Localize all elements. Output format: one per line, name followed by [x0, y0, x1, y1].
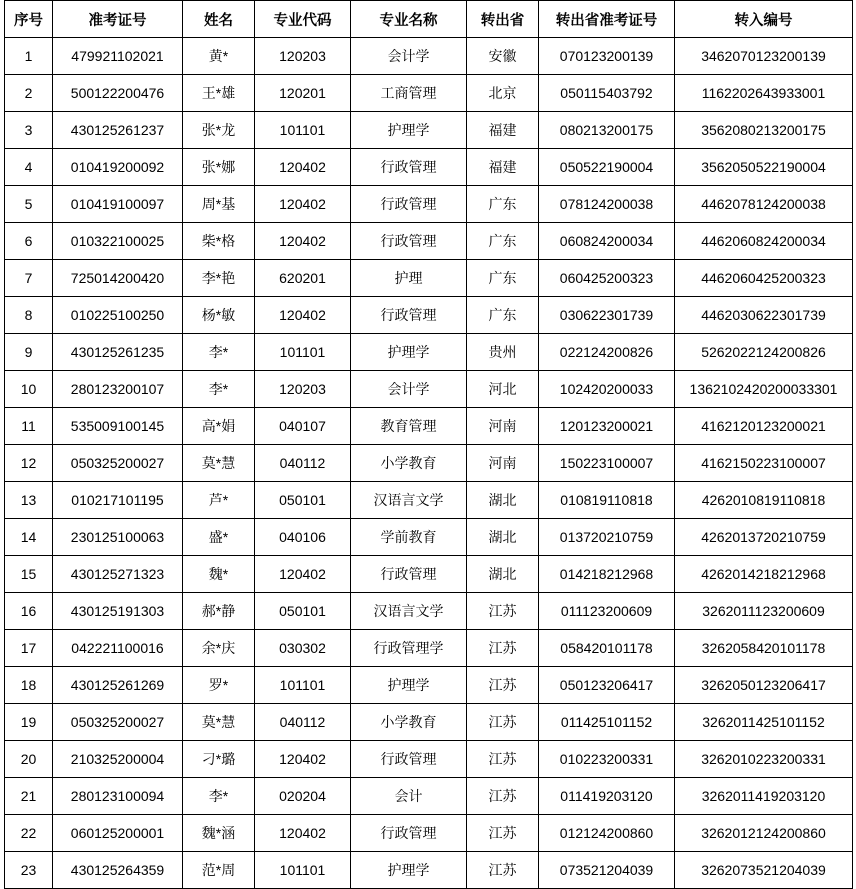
cell-major-code: 120201 — [255, 75, 351, 112]
cell-origin-exam-id: 050123206417 — [539, 667, 675, 704]
cell-origin-province: 江苏 — [467, 630, 539, 667]
cell-index: 18 — [5, 667, 53, 704]
cell-index: 12 — [5, 445, 53, 482]
table-row — [5, 334, 853, 371]
cell-origin-province: 安徽 — [467, 38, 539, 75]
cell-exam-id: 010419200092 — [53, 149, 183, 186]
cell-origin-exam-id: 080213200175 — [539, 112, 675, 149]
cell-name: 余*庆 — [183, 630, 255, 667]
cell-exam-id: 060125200001 — [53, 815, 183, 852]
cell-origin-province: 湖北 — [467, 519, 539, 556]
cell-origin-exam-id: 050115403792 — [539, 75, 675, 112]
cell-major-code: 120402 — [255, 815, 351, 852]
column-header-origin-province: 转出省 — [467, 1, 539, 38]
cell-index: 8 — [5, 297, 53, 334]
cell-name: 刁*璐 — [183, 741, 255, 778]
cell-origin-province: 福建 — [467, 112, 539, 149]
table-header-row — [5, 1, 853, 38]
cell-name: 李* — [183, 371, 255, 408]
cell-origin-province: 湖北 — [467, 556, 539, 593]
cell-major-code: 101101 — [255, 334, 351, 371]
table-row — [5, 223, 853, 260]
cell-origin-province: 江苏 — [467, 852, 539, 889]
cell-origin-exam-id: 120123200021 — [539, 408, 675, 445]
cell-major-name: 工商管理 — [351, 75, 467, 112]
cell-major-code: 030302 — [255, 630, 351, 667]
cell-transfer-id: 1362102420200033301 — [675, 371, 853, 408]
cell-major-code: 101101 — [255, 667, 351, 704]
cell-transfer-id: 3262011123200609 — [675, 593, 853, 630]
cell-origin-exam-id: 022124200826 — [539, 334, 675, 371]
cell-index: 23 — [5, 852, 53, 889]
cell-name: 莫*慧 — [183, 704, 255, 741]
cell-major-code: 040112 — [255, 445, 351, 482]
cell-major-name: 行政管理 — [351, 741, 467, 778]
table-row — [5, 667, 853, 704]
table-row — [5, 186, 853, 223]
cell-index: 22 — [5, 815, 53, 852]
table-row — [5, 778, 853, 815]
cell-exam-id: 725014200420 — [53, 260, 183, 297]
cell-name: 李* — [183, 778, 255, 815]
cell-name: 王*雄 — [183, 75, 255, 112]
column-header-exam-id: 准考证号 — [53, 1, 183, 38]
cell-transfer-id: 4262010819110818 — [675, 482, 853, 519]
table-row — [5, 815, 853, 852]
column-header-major-code: 专业代码 — [255, 1, 351, 38]
cell-transfer-id: 4462060824200034 — [675, 223, 853, 260]
cell-origin-exam-id: 150223100007 — [539, 445, 675, 482]
cell-transfer-id: 1162202643933001 — [675, 75, 853, 112]
cell-origin-exam-id: 073521204039 — [539, 852, 675, 889]
cell-transfer-id: 3262010223200331 — [675, 741, 853, 778]
cell-major-name: 小学教育 — [351, 704, 467, 741]
cell-origin-exam-id: 014218212968 — [539, 556, 675, 593]
cell-origin-exam-id: 013720210759 — [539, 519, 675, 556]
cell-origin-exam-id: 030622301739 — [539, 297, 675, 334]
table-row — [5, 371, 853, 408]
cell-major-code: 101101 — [255, 112, 351, 149]
cell-index: 5 — [5, 186, 53, 223]
cell-transfer-id: 4462030622301739 — [675, 297, 853, 334]
cell-origin-province: 江苏 — [467, 667, 539, 704]
cell-origin-province: 贵州 — [467, 334, 539, 371]
table-row — [5, 297, 853, 334]
cell-origin-exam-id: 078124200038 — [539, 186, 675, 223]
cell-origin-province: 江苏 — [467, 704, 539, 741]
cell-transfer-id: 4162150223100007 — [675, 445, 853, 482]
cell-transfer-id: 3262011419203120 — [675, 778, 853, 815]
cell-transfer-id: 3262073521204039 — [675, 852, 853, 889]
cell-origin-province: 江苏 — [467, 778, 539, 815]
table-row — [5, 630, 853, 667]
cell-transfer-id: 3262058420101178 — [675, 630, 853, 667]
table-row — [5, 149, 853, 186]
table-header — [5, 1, 853, 38]
table-row — [5, 38, 853, 75]
cell-origin-exam-id: 102420200033 — [539, 371, 675, 408]
cell-origin-province: 广东 — [467, 223, 539, 260]
cell-index: 17 — [5, 630, 53, 667]
cell-transfer-id: 3262011425101152 — [675, 704, 853, 741]
cell-transfer-id: 4462078124200038 — [675, 186, 853, 223]
cell-major-name: 行政管理 — [351, 186, 467, 223]
cell-major-name: 汉语言文学 — [351, 482, 467, 519]
cell-exam-id: 042221100016 — [53, 630, 183, 667]
cell-major-name: 行政管理 — [351, 297, 467, 334]
cell-name: 芦* — [183, 482, 255, 519]
cell-major-code: 040107 — [255, 408, 351, 445]
cell-origin-exam-id: 058420101178 — [539, 630, 675, 667]
table-row — [5, 741, 853, 778]
cell-name: 张*娜 — [183, 149, 255, 186]
table-row — [5, 519, 853, 556]
cell-origin-exam-id: 060425200323 — [539, 260, 675, 297]
cell-major-name: 护理学 — [351, 852, 467, 889]
table-row — [5, 260, 853, 297]
cell-exam-id: 010322100025 — [53, 223, 183, 260]
cell-name: 周*基 — [183, 186, 255, 223]
cell-major-name: 行政管理 — [351, 149, 467, 186]
cell-exam-id: 430125261237 — [53, 112, 183, 149]
cell-major-name: 行政管理 — [351, 556, 467, 593]
cell-name: 范*周 — [183, 852, 255, 889]
cell-name: 郝*静 — [183, 593, 255, 630]
cell-transfer-id: 4162120123200021 — [675, 408, 853, 445]
cell-origin-exam-id: 070123200139 — [539, 38, 675, 75]
cell-exam-id: 050325200027 — [53, 704, 183, 741]
table-row — [5, 445, 853, 482]
cell-index: 21 — [5, 778, 53, 815]
cell-name: 柴*格 — [183, 223, 255, 260]
cell-index: 19 — [5, 704, 53, 741]
transfer-records-table — [4, 0, 853, 889]
cell-exam-id: 010217101195 — [53, 482, 183, 519]
cell-origin-exam-id: 060824200034 — [539, 223, 675, 260]
cell-index: 9 — [5, 334, 53, 371]
cell-major-code: 120402 — [255, 297, 351, 334]
cell-index: 6 — [5, 223, 53, 260]
cell-name: 罗* — [183, 667, 255, 704]
cell-major-name: 会计学 — [351, 38, 467, 75]
column-header-major-name: 专业名称 — [351, 1, 467, 38]
cell-exam-id: 050325200027 — [53, 445, 183, 482]
cell-major-name: 会计 — [351, 778, 467, 815]
cell-major-name: 会计学 — [351, 371, 467, 408]
cell-exam-id: 010225100250 — [53, 297, 183, 334]
cell-major-code: 120402 — [255, 741, 351, 778]
cell-major-code: 050101 — [255, 482, 351, 519]
cell-transfer-id: 4262013720210759 — [675, 519, 853, 556]
cell-exam-id: 230125100063 — [53, 519, 183, 556]
cell-name: 杨*敏 — [183, 297, 255, 334]
cell-origin-province: 江苏 — [467, 815, 539, 852]
cell-index: 15 — [5, 556, 53, 593]
table-row — [5, 593, 853, 630]
column-header-name: 姓名 — [183, 1, 255, 38]
cell-major-code: 101101 — [255, 852, 351, 889]
cell-major-name: 护理学 — [351, 112, 467, 149]
cell-transfer-id: 3262012124200860 — [675, 815, 853, 852]
cell-name: 黄* — [183, 38, 255, 75]
cell-exam-id: 479921102021 — [53, 38, 183, 75]
cell-transfer-id: 3262050123206417 — [675, 667, 853, 704]
cell-major-code: 020204 — [255, 778, 351, 815]
cell-origin-province: 江苏 — [467, 593, 539, 630]
cell-major-code: 120402 — [255, 223, 351, 260]
cell-origin-province: 河南 — [467, 408, 539, 445]
cell-transfer-id: 5262022124200826 — [675, 334, 853, 371]
table-row — [5, 556, 853, 593]
cell-name: 高*娟 — [183, 408, 255, 445]
cell-major-name: 行政管理 — [351, 223, 467, 260]
cell-name: 莫*慧 — [183, 445, 255, 482]
cell-index: 2 — [5, 75, 53, 112]
cell-exam-id: 430125264359 — [53, 852, 183, 889]
cell-major-code: 620201 — [255, 260, 351, 297]
cell-major-name: 学前教育 — [351, 519, 467, 556]
cell-origin-exam-id: 010223200331 — [539, 741, 675, 778]
cell-origin-province: 河北 — [467, 371, 539, 408]
cell-origin-province: 福建 — [467, 149, 539, 186]
cell-index: 3 — [5, 112, 53, 149]
cell-origin-province: 广东 — [467, 297, 539, 334]
cell-exam-id: 535009100145 — [53, 408, 183, 445]
cell-transfer-id: 4462060425200323 — [675, 260, 853, 297]
cell-exam-id: 280123100094 — [53, 778, 183, 815]
cell-origin-province: 广东 — [467, 186, 539, 223]
table-row — [5, 482, 853, 519]
cell-exam-id: 210325200004 — [53, 741, 183, 778]
column-header-transfer-id: 转入编号 — [675, 1, 853, 38]
cell-major-code: 040106 — [255, 519, 351, 556]
cell-major-name: 护理 — [351, 260, 467, 297]
cell-index: 1 — [5, 38, 53, 75]
cell-origin-exam-id: 011123200609 — [539, 593, 675, 630]
table-body — [5, 38, 853, 889]
cell-name: 盛* — [183, 519, 255, 556]
cell-index: 4 — [5, 149, 53, 186]
cell-major-code: 120402 — [255, 186, 351, 223]
cell-transfer-id: 3562080213200175 — [675, 112, 853, 149]
cell-major-code: 040112 — [255, 704, 351, 741]
cell-name: 李* — [183, 334, 255, 371]
cell-index: 14 — [5, 519, 53, 556]
cell-major-code: 120402 — [255, 556, 351, 593]
cell-origin-exam-id: 011419203120 — [539, 778, 675, 815]
cell-index: 7 — [5, 260, 53, 297]
cell-index: 16 — [5, 593, 53, 630]
cell-index: 20 — [5, 741, 53, 778]
cell-index: 11 — [5, 408, 53, 445]
cell-origin-province: 河南 — [467, 445, 539, 482]
cell-index: 13 — [5, 482, 53, 519]
cell-major-name: 教育管理 — [351, 408, 467, 445]
cell-major-code: 120203 — [255, 38, 351, 75]
cell-exam-id: 430125261269 — [53, 667, 183, 704]
cell-origin-province: 湖北 — [467, 482, 539, 519]
cell-transfer-id: 3562050522190004 — [675, 149, 853, 186]
column-header-index: 序号 — [5, 1, 53, 38]
cell-major-name: 行政管理学 — [351, 630, 467, 667]
cell-exam-id: 430125261235 — [53, 334, 183, 371]
cell-name: 魏* — [183, 556, 255, 593]
cell-origin-province: 广东 — [467, 260, 539, 297]
column-header-origin-exam-id: 转出省准考证号 — [539, 1, 675, 38]
cell-major-name: 护理学 — [351, 334, 467, 371]
cell-exam-id: 280123200107 — [53, 371, 183, 408]
cell-origin-exam-id: 011425101152 — [539, 704, 675, 741]
cell-exam-id: 430125271323 — [53, 556, 183, 593]
cell-origin-exam-id: 012124200860 — [539, 815, 675, 852]
cell-major-code: 120402 — [255, 149, 351, 186]
table-row — [5, 112, 853, 149]
cell-major-name: 护理学 — [351, 667, 467, 704]
cell-name: 李*艳 — [183, 260, 255, 297]
cell-major-name: 小学教育 — [351, 445, 467, 482]
cell-major-code: 050101 — [255, 593, 351, 630]
table-row — [5, 75, 853, 112]
cell-name: 魏*涵 — [183, 815, 255, 852]
table-row — [5, 704, 853, 741]
cell-index: 10 — [5, 371, 53, 408]
cell-exam-id: 010419100097 — [53, 186, 183, 223]
cell-transfer-id: 3462070123200139 — [675, 38, 853, 75]
cell-major-name: 汉语言文学 — [351, 593, 467, 630]
cell-origin-exam-id: 050522190004 — [539, 149, 675, 186]
cell-origin-exam-id: 010819110818 — [539, 482, 675, 519]
cell-exam-id: 430125191303 — [53, 593, 183, 630]
cell-origin-province: 江苏 — [467, 741, 539, 778]
cell-major-code: 120203 — [255, 371, 351, 408]
cell-transfer-id: 4262014218212968 — [675, 556, 853, 593]
cell-origin-province: 北京 — [467, 75, 539, 112]
table-row — [5, 852, 853, 889]
cell-exam-id: 500122200476 — [53, 75, 183, 112]
cell-major-name: 行政管理 — [351, 815, 467, 852]
table-row — [5, 408, 853, 445]
cell-name: 张*龙 — [183, 112, 255, 149]
